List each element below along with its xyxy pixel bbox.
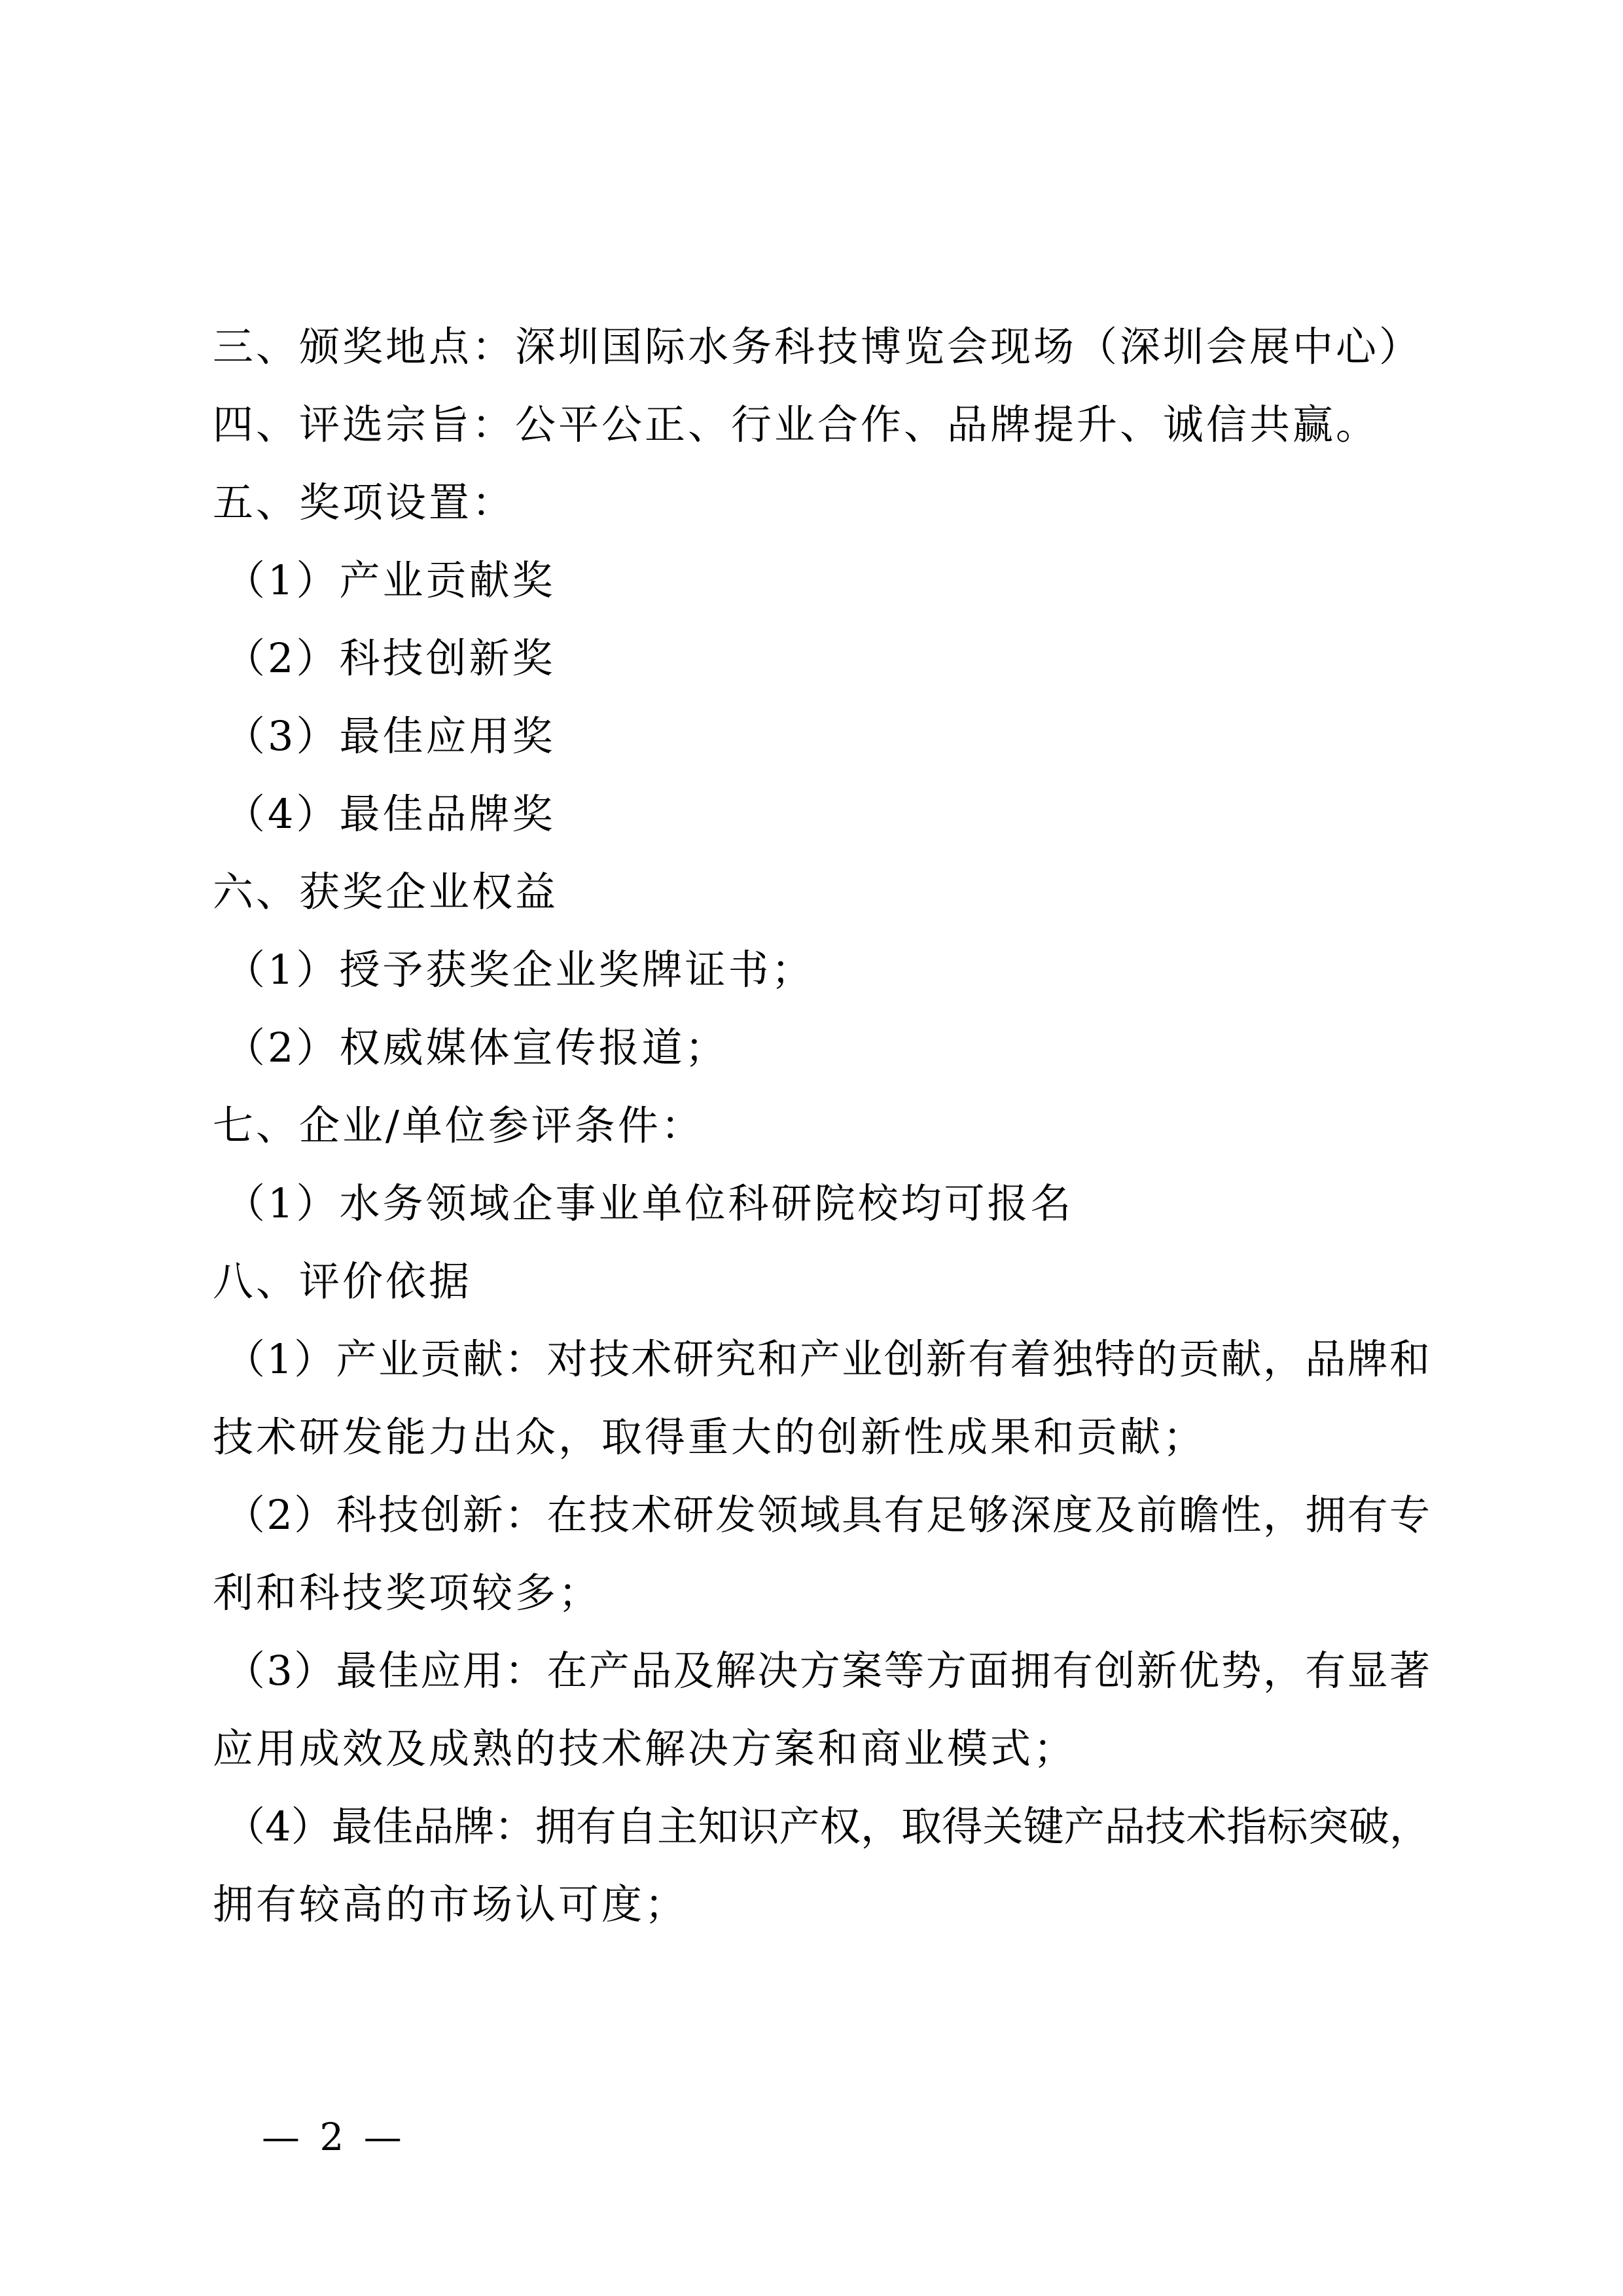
- criteria-item-4-line-1: （4）最佳品牌：拥有自主知识产权，取得关键产品技术指标突破，: [224, 1803, 1430, 1850]
- criteria-item-2-line-2: 利和科技奖项较多；: [213, 1569, 602, 1617]
- criteria-item-3-line-2: 应用成效及成熟的技术解决方案和商业模式；: [213, 1725, 1077, 1772]
- criteria-item-1-line-1: （1）产业贡献：对技术研究和产业创新有着独特的贡献，品牌和: [224, 1335, 1430, 1383]
- award-item-2: （2）科技创新奖: [224, 634, 556, 682]
- criteria-item-4-line-2: 拥有较高的市场认可度；: [213, 1880, 688, 1928]
- award-item-1: （1）产业贡献奖: [224, 556, 556, 604]
- criteria-item-2-line-1: （2）科技创新：在技术研发领域具有足够深度及前瞻性，拥有专: [224, 1491, 1430, 1539]
- document-body: [213, 308, 1430, 1943]
- section-8-heading: 八、评价依据: [213, 1257, 473, 1305]
- condition-item-1: （1）水务领域企事业单位科研院校均可报名: [224, 1179, 1074, 1227]
- section-6-heading: 六、获奖企业权益: [213, 868, 559, 916]
- benefit-item-2: （2）权威媒体宣传报道；: [224, 1024, 728, 1071]
- section-4-selection-purpose: 四、评选宗旨：公平公正、行业合作、品牌提升、诚信共赢。: [213, 401, 1380, 448]
- benefit-item-1: （1）授予获奖企业奖牌证书；: [224, 946, 815, 994]
- award-item-3: （3）最佳应用奖: [224, 712, 556, 760]
- criteria-item-1-line-2: 技术研发能力出众，取得重大的创新性成果和贡献；: [213, 1413, 1207, 1461]
- award-item-4: （4）最佳品牌奖: [224, 790, 556, 838]
- page-number: — 2 —: [262, 2115, 406, 2159]
- section-3-award-location: 三、颁奖地点：深圳国际水务科技博览会现场（深圳会展中心）: [213, 323, 1423, 370]
- section-7-heading: 七、企业/单位参评条件：: [213, 1102, 704, 1149]
- criteria-item-3-line-1: （3）最佳应用：在产品及解决方案等方面拥有创新优势，有显著: [224, 1647, 1430, 1695]
- section-5-heading: 五、奖项设置：: [213, 478, 516, 526]
